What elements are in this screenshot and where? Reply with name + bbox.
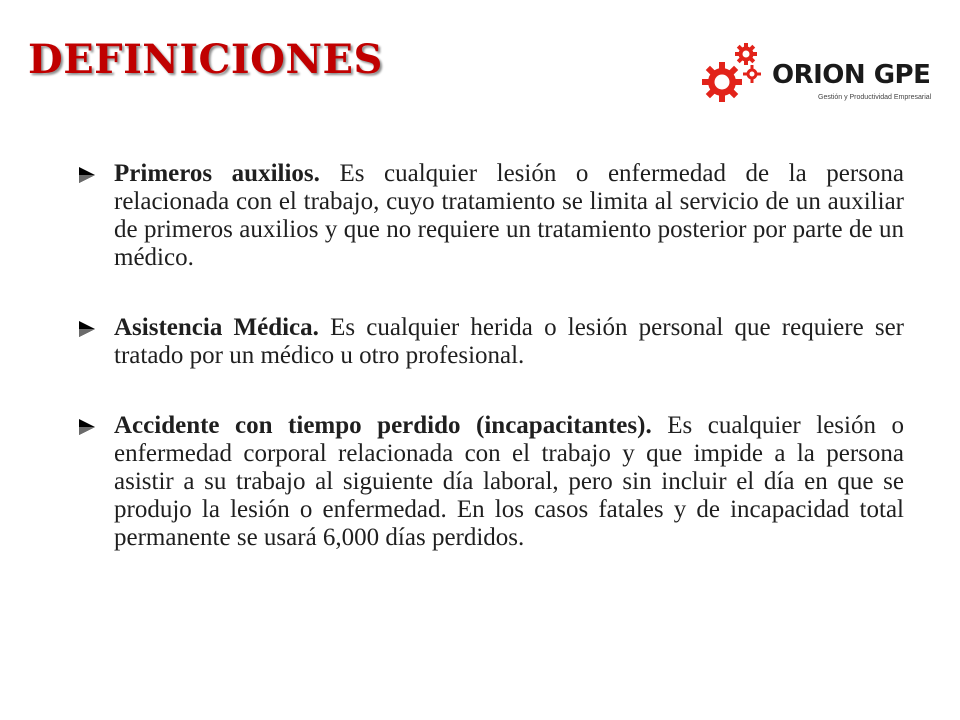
definition-term: Asistencia Médica. xyxy=(114,314,319,341)
page-title: DEFINICIONES xyxy=(28,36,383,83)
arrow-bullet-icon xyxy=(78,320,96,338)
definition-text: Es cualquier lesión o enfermedad corporal relacionada con el trabajo y que impide a la persona asistir a su trabajo al siguiente día laboral, pero sin incluir el día en que se produjo la lesión o enfermedad. En los casos fatales y de incapacidad total permanente se usará 6,000 días perdidos. xyxy=(114,412,904,551)
gears-icon xyxy=(702,40,782,120)
list-item xyxy=(78,314,904,370)
orion-gpe-logo xyxy=(702,40,942,120)
logo-tagline: Gestión y Productividad Empresarial xyxy=(818,94,932,101)
definition-term: Accidente con tiempo perdido (incapacitantes). xyxy=(114,412,652,439)
logo-name: ORION GPE xyxy=(772,60,931,90)
definition-text: Es cualquier lesión o enfermedad de la persona relacionada con el trabajo, cuyo tratamiento se limita al servicio de un auxiliar de primeros auxilios y que no requiere un tratamiento posterior por parte de un médico. xyxy=(114,160,905,271)
definition-term: Primeros auxilios. xyxy=(114,160,320,187)
list-item xyxy=(78,412,904,552)
list-item xyxy=(78,160,904,272)
arrow-bullet-icon xyxy=(78,166,96,184)
arrow-bullet-icon xyxy=(78,418,96,436)
definitions-list xyxy=(78,160,904,552)
definition-text: Es cualquier herida o lesión personal que requiere ser tratado por un médico u otro profesional. xyxy=(114,314,904,369)
